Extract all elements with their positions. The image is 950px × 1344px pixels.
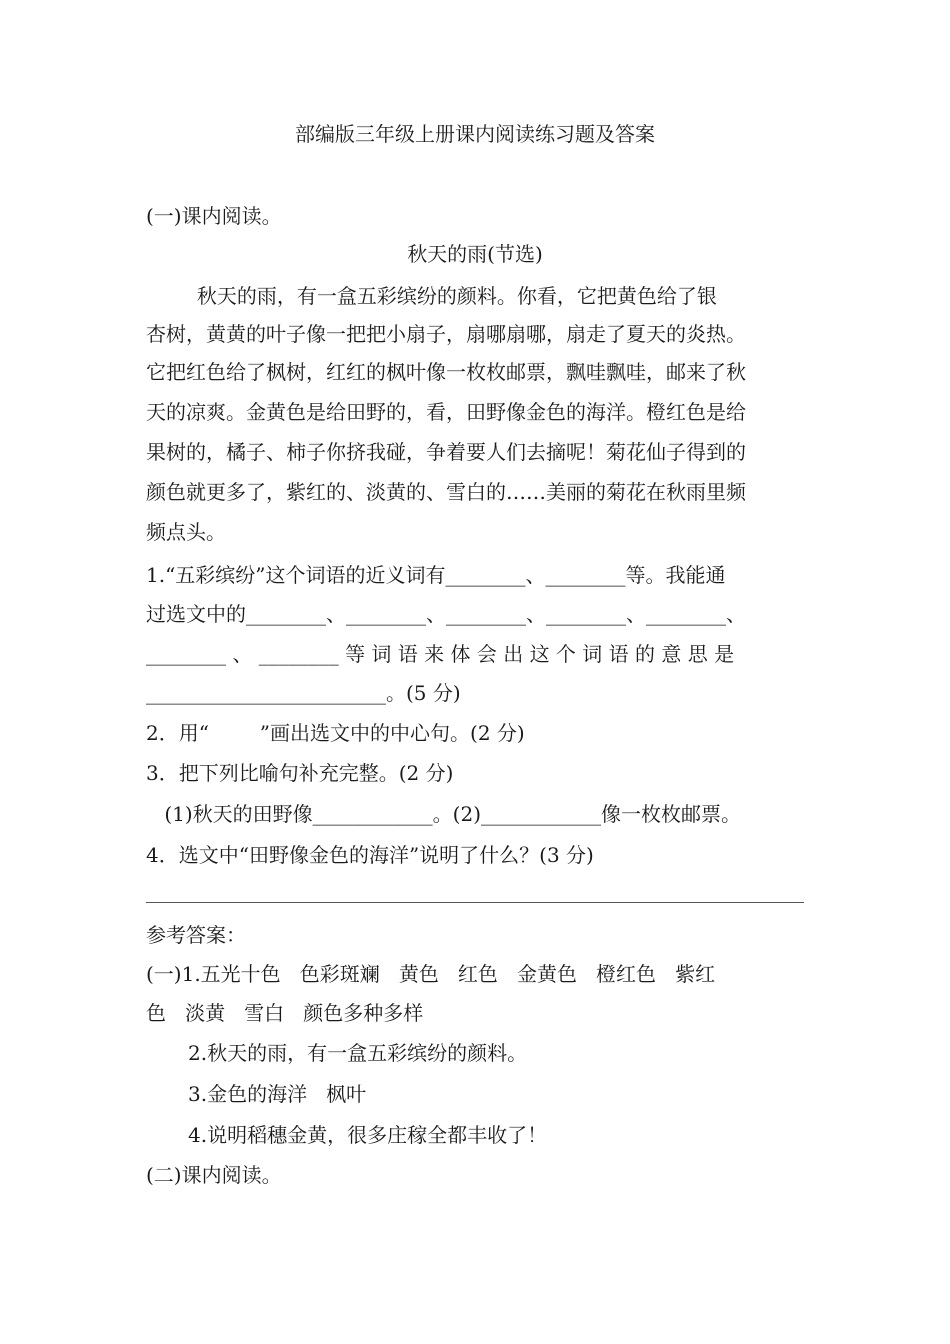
question-line: ________________________。(5 分) (146, 681, 461, 705)
answer-3: 3.金色的海洋 枫叶 (188, 1082, 367, 1106)
question-3-items: (1)秋天的田野像____________。(2)____________像一枚枚邮票。 (158, 802, 742, 826)
answer-1-line: (一)1.五光十色 色彩斑斓 黄色 红色 金黄色 橙红色 紫红 (146, 962, 716, 986)
question-line: 过选文中的________、________、________、________、________、 (146, 602, 746, 626)
section2-heading: (二)课内阅读。 (146, 1163, 282, 1187)
passage-title: 秋天的雨(节选) (407, 242, 543, 266)
answer-line (146, 902, 804, 903)
answer-1-line: 色 淡黄 雪白 颜色多种多样 (146, 1001, 424, 1025)
answer-2: 2.秋天的雨，有一盒五彩缤纷的颜料。 (188, 1041, 528, 1065)
passage-line: 果树的，橘子、柿子你挤我碰，争着要人们去摘呢！菊花仙子得到的 (146, 440, 746, 464)
passage-line: 它把红色给了枫树，红红的枫叶像一枚枚邮票，飘哇飘哇，邮来了秋 (146, 360, 746, 384)
passage-line: 秋天的雨，有一盒五彩缤纷的颜料。你看，它把黄色给了银 (146, 284, 717, 308)
passage-line: 杏树，黄黄的叶子像一把把小扇子，扇哪扇哪，扇走了夏天的炎热。 (146, 322, 746, 346)
question-3: 3．把下列比喻句补充完整。(2 分) (146, 761, 454, 785)
answers-heading: 参考答案： (146, 923, 246, 947)
answer-4: 4.说明稻穗金黄，很多庄稼全都丰收了！ (188, 1123, 548, 1147)
passage-line: 天的凉爽。金黄色是给田野的，看，田野像金色的海洋。橙红色是给 (146, 400, 746, 424)
question-line: ________ 、 ________ 等 词 语 来 体 会 出 这 个 词 语 的 意 思 是 (146, 642, 735, 666)
question-line: 1.“五彩缤纷”这个词语的近义词有________、________等。我能通 (146, 563, 726, 587)
question-2: 2．用“ ”画出选文中的中心句。(2 分) (146, 721, 525, 745)
question-4: 4．选文中“田野像金色的海洋”说明了什么？(3 分) (146, 843, 594, 867)
section1-heading: (一)课内阅读。 (146, 204, 282, 228)
passage-line: 频点头。 (146, 520, 226, 544)
passage-line: 颜色就更多了，紫红的、淡黄的、雪白的……美丽的菊花在秋雨里频 (146, 480, 746, 504)
document-title: 部编版三年级上册课内阅读练习题及答案 (295, 122, 655, 146)
